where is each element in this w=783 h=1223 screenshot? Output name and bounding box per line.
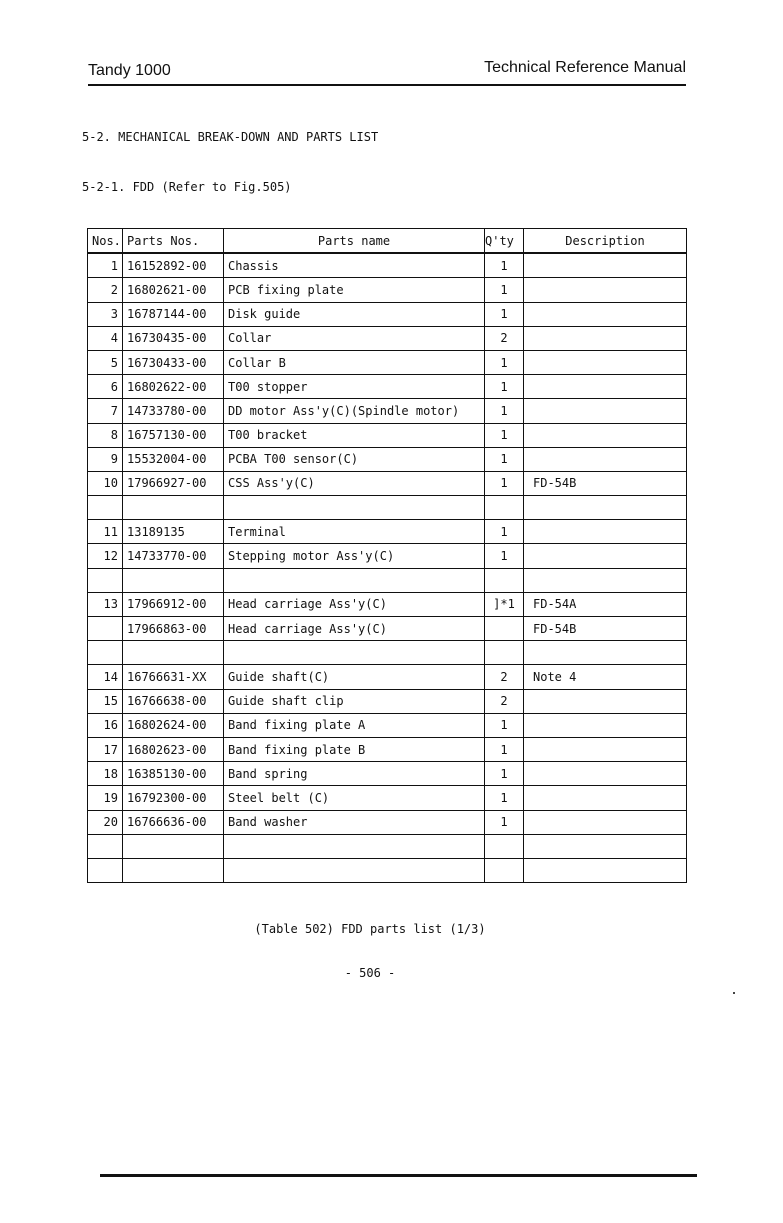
cell-part-name (224, 496, 485, 520)
cell-part-no: 16385130-00 (123, 762, 224, 786)
col-header-nos: Nos. (88, 229, 123, 254)
cell-no: 19 (88, 786, 123, 810)
cell-qty: 1 (485, 447, 524, 471)
manual-header-left: Tandy 1000 (88, 62, 171, 79)
cell-part-no: 16766638-00 (123, 689, 224, 713)
cell-part-no (123, 834, 224, 858)
cell-part-no: 16802623-00 (123, 737, 224, 761)
table-row (88, 834, 687, 858)
table-row (88, 326, 687, 350)
cell-description (524, 253, 687, 278)
cell-part-no: 16766631-XX (123, 665, 224, 689)
cell-part-name (224, 834, 485, 858)
cell-part-no: 14733780-00 (123, 399, 224, 423)
cell-part-name: Steel belt (C) (224, 786, 485, 810)
cell-part-name: CSS Ass'y(C) (224, 471, 485, 495)
cell-part-no: 16792300-00 (123, 786, 224, 810)
table-row (88, 786, 687, 810)
col-header-parts-nos: Parts Nos. (123, 229, 224, 254)
cell-part-name: Collar B (224, 350, 485, 374)
table-row (88, 713, 687, 737)
cell-qty: 1 (485, 423, 524, 447)
cell-qty: 1 (485, 253, 524, 278)
cell-qty: 1 (485, 713, 524, 737)
cell-part-no: 16730435-00 (123, 326, 224, 350)
cell-part-no: 13189135 (123, 520, 224, 544)
cell-no (88, 496, 123, 520)
cell-no (88, 617, 123, 641)
header-rule (88, 84, 686, 86)
cell-part-no: 16766636-00 (123, 810, 224, 834)
table-row (88, 810, 687, 834)
cell-qty: 2 (485, 689, 524, 713)
cell-part-name: Disk guide (224, 302, 485, 326)
cell-no: 10 (88, 471, 123, 495)
cell-description: FD-54B (524, 471, 687, 495)
cell-qty: 1 (485, 520, 524, 544)
table-row (88, 641, 687, 665)
cell-qty: ]*1 (485, 592, 524, 616)
table-row (88, 278, 687, 302)
cell-part-name (224, 858, 485, 882)
cell-description: FD-54B (524, 617, 687, 641)
cell-qty: 2 (485, 326, 524, 350)
cell-qty: 1 (485, 762, 524, 786)
cell-qty: 1 (485, 810, 524, 834)
cell-no: 15 (88, 689, 123, 713)
cell-qty: 1 (485, 786, 524, 810)
cell-description (524, 810, 687, 834)
cell-no (88, 834, 123, 858)
cell-part-no (123, 858, 224, 882)
table-row (88, 302, 687, 326)
cell-part-no: 16787144-00 (123, 302, 224, 326)
page-number: - 506 - (344, 966, 396, 980)
cell-description (524, 858, 687, 882)
cell-no: 16 (88, 713, 123, 737)
cell-description (524, 496, 687, 520)
cell-description (524, 447, 687, 471)
cell-qty: 1 (485, 544, 524, 568)
cell-part-name: Band washer (224, 810, 485, 834)
cell-part-name (224, 568, 485, 592)
cell-part-no: 17966927-00 (123, 471, 224, 495)
manual-header-right: Technical Reference Manual (484, 59, 686, 76)
cell-part-name: Guide shaft(C) (224, 665, 485, 689)
cell-description (524, 326, 687, 350)
table-caption: (Table 502) FDD parts list (1/3) (254, 922, 486, 936)
cell-part-name: T00 bracket (224, 423, 485, 447)
cell-description: Note 4 (524, 665, 687, 689)
cell-no: 3 (88, 302, 123, 326)
cell-part-no: 14733770-00 (123, 544, 224, 568)
cell-description (524, 737, 687, 761)
cell-part-no: 16802621-00 (123, 278, 224, 302)
cell-qty: 1 (485, 278, 524, 302)
cell-part-name: Band fixing plate A (224, 713, 485, 737)
scan-speck (733, 992, 735, 994)
cell-no: 4 (88, 326, 123, 350)
table-row (88, 399, 687, 423)
table-row (88, 617, 687, 641)
cell-description (524, 520, 687, 544)
cell-part-name: Head carriage Ass'y(C) (224, 592, 485, 616)
cell-description (524, 544, 687, 568)
cell-part-no (123, 496, 224, 520)
cell-qty: 1 (485, 399, 524, 423)
table-row (88, 858, 687, 882)
cell-description (524, 278, 687, 302)
cell-part-name: Band fixing plate B (224, 737, 485, 761)
cell-no (88, 568, 123, 592)
cell-qty (485, 834, 524, 858)
cell-no: 7 (88, 399, 123, 423)
cell-part-no (123, 641, 224, 665)
cell-qty: 1 (485, 350, 524, 374)
col-header-qty: Q'ty (485, 229, 524, 254)
footer-rule (100, 1174, 697, 1177)
table-row (88, 544, 687, 568)
cell-description (524, 350, 687, 374)
cell-no: 5 (88, 350, 123, 374)
table-row (88, 253, 687, 278)
cell-part-name: Band spring (224, 762, 485, 786)
table-row (88, 350, 687, 374)
table-row (88, 762, 687, 786)
cell-no: 12 (88, 544, 123, 568)
cell-qty: 1 (485, 471, 524, 495)
cell-part-no: 16802624-00 (123, 713, 224, 737)
table-row (88, 737, 687, 761)
cell-no: 13 (88, 592, 123, 616)
cell-qty: 1 (485, 302, 524, 326)
cell-part-no: 16152892-00 (123, 253, 224, 278)
cell-no: 8 (88, 423, 123, 447)
cell-qty: 2 (485, 665, 524, 689)
cell-no: 17 (88, 737, 123, 761)
cell-no: 11 (88, 520, 123, 544)
cell-description (524, 423, 687, 447)
cell-part-name (224, 641, 485, 665)
table-row (88, 689, 687, 713)
table-row (88, 447, 687, 471)
cell-part-no (123, 568, 224, 592)
cell-description (524, 399, 687, 423)
col-header-parts-name: Parts name (224, 229, 485, 254)
cell-part-name: PCBA T00 sensor(C) (224, 447, 485, 471)
cell-part-no: 17966863-00 (123, 617, 224, 641)
cell-description (524, 834, 687, 858)
table-row (88, 520, 687, 544)
cell-description (524, 689, 687, 713)
cell-no: 9 (88, 447, 123, 471)
cell-qty (485, 568, 524, 592)
cell-part-no: 17966912-00 (123, 592, 224, 616)
cell-qty (485, 641, 524, 665)
table-header-row (88, 229, 687, 254)
cell-part-name: T00 stopper (224, 375, 485, 399)
cell-no: 1 (88, 253, 123, 278)
cell-description (524, 786, 687, 810)
cell-description (524, 762, 687, 786)
cell-qty: 1 (485, 375, 524, 399)
cell-part-name: Head carriage Ass'y(C) (224, 617, 485, 641)
cell-no (88, 858, 123, 882)
table-row (88, 592, 687, 616)
cell-qty (485, 617, 524, 641)
table-row (88, 568, 687, 592)
cell-part-no: 15532004-00 (123, 447, 224, 471)
cell-no: 20 (88, 810, 123, 834)
cell-description (524, 302, 687, 326)
cell-no: 18 (88, 762, 123, 786)
table-row (88, 423, 687, 447)
cell-no: 2 (88, 278, 123, 302)
cell-part-no: 16757130-00 (123, 423, 224, 447)
col-header-description: Description (524, 229, 687, 254)
cell-part-no: 16802622-00 (123, 375, 224, 399)
cell-part-name: Chassis (224, 253, 485, 278)
table-row (88, 496, 687, 520)
parts-table (87, 228, 687, 883)
table-row (88, 375, 687, 399)
cell-part-name: Terminal (224, 520, 485, 544)
section-title: 5-2. MECHANICAL BREAK-DOWN AND PARTS LIST (82, 130, 379, 144)
cell-no: 14 (88, 665, 123, 689)
cell-description (524, 568, 687, 592)
subsection-title: 5-2-1. FDD (Refer to Fig.505) (82, 180, 292, 194)
cell-qty (485, 858, 524, 882)
cell-part-name: DD motor Ass'y(C)(Spindle motor) (224, 399, 485, 423)
cell-part-name: Collar (224, 326, 485, 350)
cell-no (88, 641, 123, 665)
cell-part-name: PCB fixing plate (224, 278, 485, 302)
cell-part-name: Stepping motor Ass'y(C) (224, 544, 485, 568)
table-row (88, 665, 687, 689)
cell-description (524, 641, 687, 665)
cell-description (524, 713, 687, 737)
table-row (88, 471, 687, 495)
cell-description: FD-54A (524, 592, 687, 616)
cell-no: 6 (88, 375, 123, 399)
cell-description (524, 375, 687, 399)
cell-part-name: Guide shaft clip (224, 689, 485, 713)
cell-qty: 1 (485, 737, 524, 761)
cell-part-no: 16730433-00 (123, 350, 224, 374)
cell-qty (485, 496, 524, 520)
